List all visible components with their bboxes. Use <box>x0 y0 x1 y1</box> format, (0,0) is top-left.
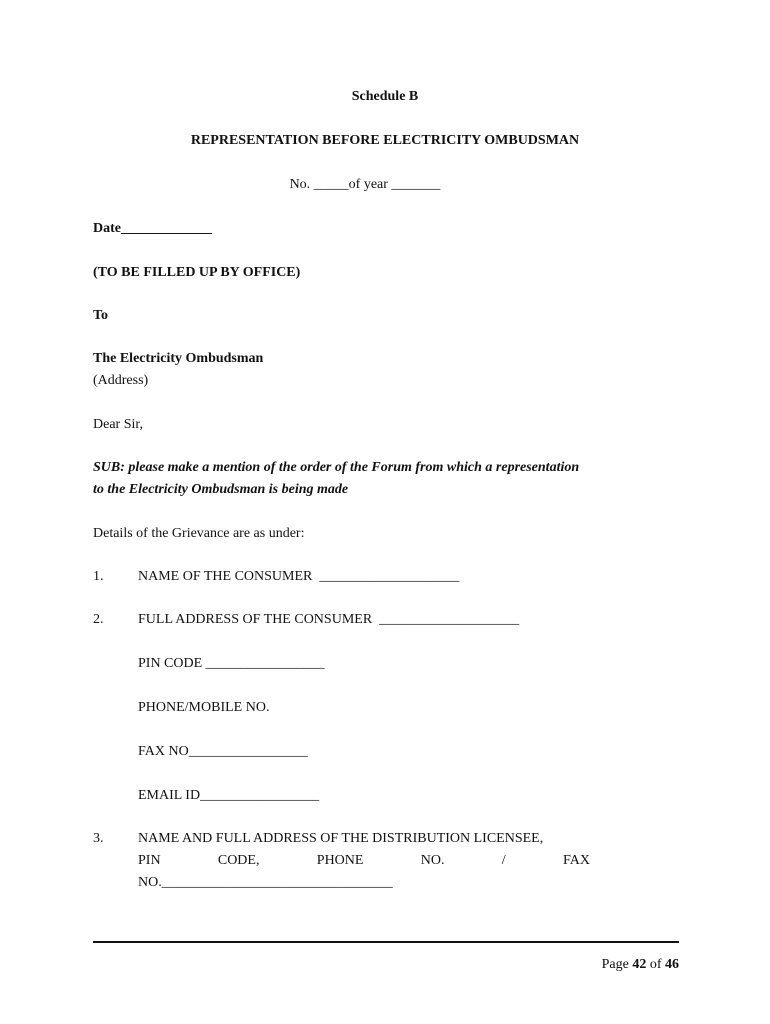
licensee-word: CODE, <box>217 853 260 868</box>
page-number <box>602 956 679 974</box>
date-field: Date_____________ <box>93 221 212 236</box>
page-total: 46 <box>665 957 679 972</box>
fax-field: FAX NO_________________ <box>138 744 308 759</box>
addressee-address: (Address) <box>93 373 149 388</box>
office-use-note: (TO BE FILLED UP BY OFFICE) <box>93 265 301 280</box>
grievance-intro: Details of the Grievance are as under: <box>93 526 305 541</box>
addressee-name: The Electricity Ombudsman <box>93 351 264 366</box>
salutation: Dear Sir, <box>93 417 143 432</box>
item-2-number: 2. <box>93 612 104 627</box>
item-1-number: 1. <box>93 569 104 584</box>
number-year-field: No. _____of year _______ <box>289 177 441 192</box>
consumer-address-field: FULL ADDRESS OF THE CONSUMER ____________________ <box>138 612 520 627</box>
page-prefix: Page <box>601 957 633 972</box>
item-3-number: 3. <box>93 831 104 846</box>
licensee-details-line-2 <box>138 852 590 870</box>
subject-line-1: SUB: please make a mention of the order of the Forum from which a representation <box>93 460 580 475</box>
email-field: EMAIL ID_________________ <box>138 788 320 803</box>
licensee-word: / <box>501 853 506 868</box>
licensee-fax-field: NO._________________________________ <box>138 875 393 890</box>
licensee-details-line-1: NAME AND FULL ADDRESS OF THE DISTRIBUTION LICENSEE, <box>138 831 544 846</box>
page-current: 42 <box>632 957 647 972</box>
footer-divider <box>93 941 679 943</box>
licensee-word: PIN <box>138 853 161 868</box>
licensee-word: PHONE <box>316 853 364 868</box>
pin-code-field: PIN CODE _________________ <box>138 656 325 671</box>
subject-line-2: to the Electricity Ombudsman is being made <box>93 482 349 497</box>
licensee-word: FAX <box>562 853 590 868</box>
to-label: To <box>93 308 109 323</box>
phone-field: PHONE/MOBILE NO. <box>138 700 270 715</box>
page-of: of <box>646 957 665 972</box>
form-title: REPRESENTATION BEFORE ELECTRICITY OMBUDSMAN <box>190 133 580 148</box>
schedule-heading: Schedule B <box>351 89 419 104</box>
licensee-word: NO. <box>420 853 445 868</box>
consumer-name-field: NAME OF THE CONSUMER ____________________ <box>138 569 460 584</box>
